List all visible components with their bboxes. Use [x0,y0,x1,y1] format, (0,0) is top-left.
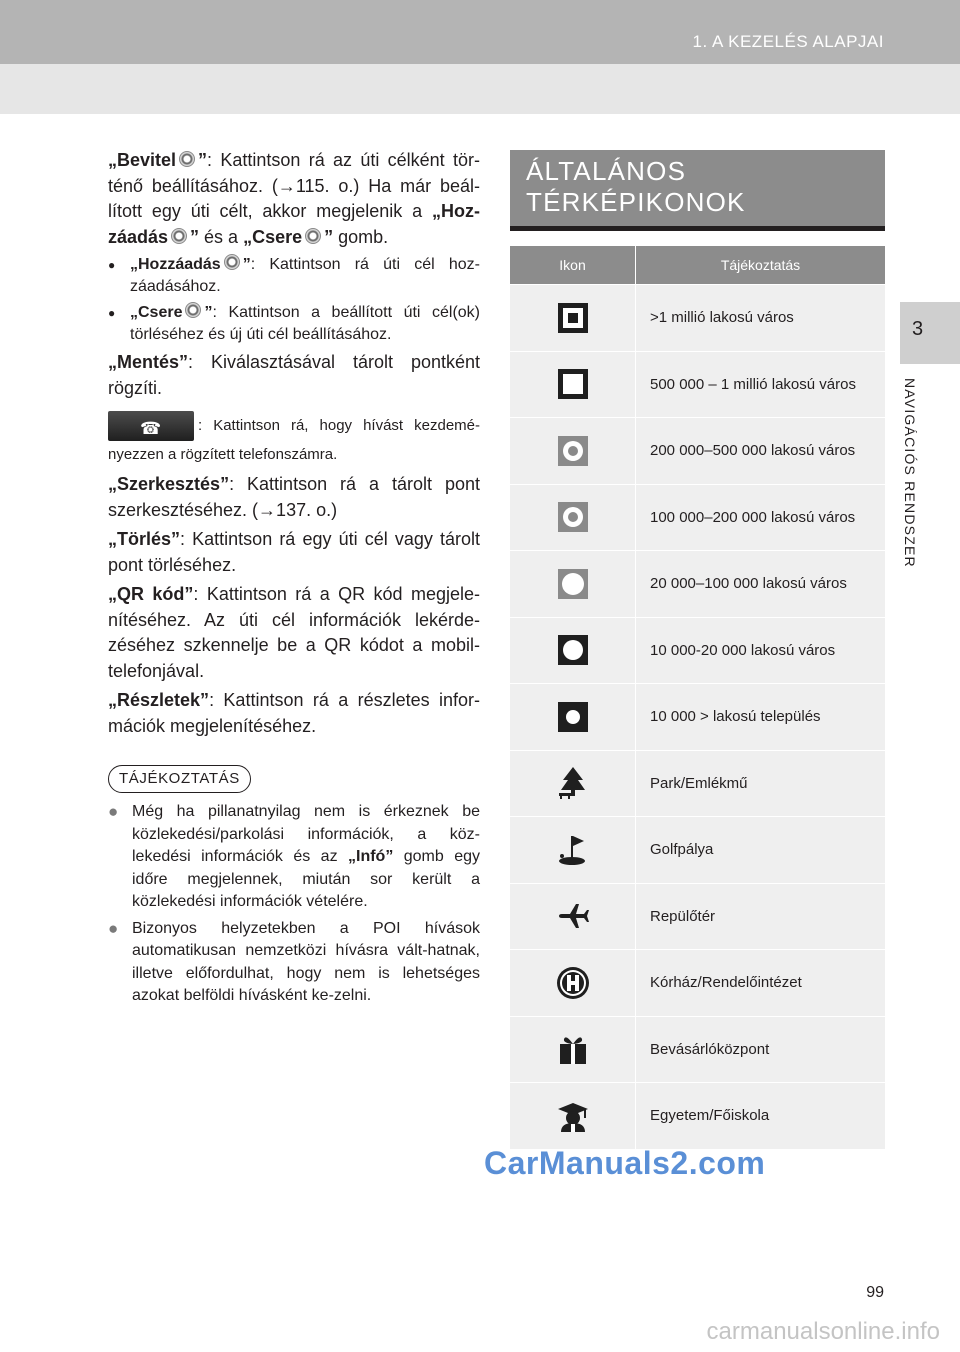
info-text: Még ha pillanatnyilag nem is érkeznek be közlekedési/parkolási információk, a köz-lekedési információk és az [132,803,480,865]
term-qr: „QR kód” [108,584,194,604]
info-text: Bizonyos helyzetekben a POI hívások automatikusan nemzetközi hívásra vált-hatnak, illetve előfordulhat, hogy nem is lehetséges azokat belföldi hívásként ke-zelni. [132,919,480,1004]
quote-close: ” [204,304,213,321]
table-row [510,484,885,551]
section-title: 1. A KEZELÉS ALAPJAI [692,32,884,51]
info-bullet-icon: ● [108,802,119,821]
row-text: >1 millió lakosú város [650,309,794,327]
conjunction-text: és a [199,226,244,247]
szerkesztes-text: : Kattintson rá a tárolt pont szerkesztéséhez. (→137. o.) [108,474,480,520]
panel-title [510,150,885,226]
row-text: Golfpálya [650,841,714,859]
torles-text: : Kattintson rá egy úti cél vagy tárolt pont törléséhez. [108,529,480,575]
table-row [510,683,885,750]
hozzaadas-button-icon [171,228,187,244]
phone-icon: ☎ [140,419,162,438]
column-header-info: Tájékoztatás [720,257,801,273]
bullet-text: : Kattintson rá úti cél hoz-záadásához. [130,256,480,295]
paragraph-torles [108,527,480,578]
info-title: TÁJÉKOZTATÁS [108,765,251,793]
chapter-number: 3 [912,318,924,340]
map-icons-table [510,246,885,1149]
panel-rule [510,226,885,231]
info-item-1 [108,801,480,914]
quote-close: ” [324,226,334,247]
bevitel-text: : Kattintson rá az úti célként tör-ténő beállításához. (→115. o.) Ha már beál-lított egy úti célt, akkor megjelenik a [108,150,480,221]
city-over-1m-icon [556,301,590,335]
phone-button-icon [108,411,194,441]
page-number: 99 [866,1284,884,1301]
phone-text: : Kattintson rá, hogy hívást kezdemé-nyezzen a rögzített telefonszámra. [108,416,480,463]
chapter-label [888,378,948,608]
map-icons-panel [510,150,885,1149]
university-icon [556,1099,590,1133]
bullet-text: : Kattintson a beállított úti cél(ok) törléséhez és új úti cél beállításához. [130,304,480,343]
bullet-csere [108,302,480,346]
table-header [510,246,885,284]
city-200k-500k-icon [556,434,590,468]
quote-close: ” [242,256,251,273]
term-hozzaadas: „Hozzáadás [130,256,221,273]
table-row [510,1016,885,1083]
city-500k-1m-icon [556,367,590,401]
left-column [108,148,480,1012]
panel-title-line1: ÁLTALÁNOS [526,156,687,186]
term-mentes: „Mentés” [108,352,189,372]
paragraph-reszletek [108,688,480,739]
csere-button-icon [305,228,321,244]
row-text: 10 000 > lakosú település [650,708,821,726]
term-info: „Infó” [348,848,394,865]
row-text: Egyetem/Főiskola [650,1107,770,1125]
column-header-icon: Ikon [510,246,636,284]
quote-close: ” [198,150,208,170]
row-text: Bevásárlóközpont [650,1040,770,1058]
bullet-dot-icon: ● [108,258,116,272]
footer-watermark: carmanualsonline.info [706,1318,940,1345]
reszletek-text: : Kattintson rá a részletes infor-mációk megjelenítéséhez. [108,690,480,736]
table-row [510,949,885,1016]
table-row [510,617,885,684]
gomb-text: gomb. [333,226,389,247]
qr-text: : Kattintson rá a QR kód megjele-nítéséhez. Az úti cél információk lekérde-zéséhez szkennelje be a QR kódot a mobil-telefonjával. [108,584,480,681]
golf-icon [556,833,590,867]
watermark: CarManuals2.com [484,1145,766,1181]
airport-icon [556,899,590,933]
bullet-hozzaadas [108,254,480,298]
row-text: Repülőtér [650,907,716,925]
settlement-under-10k-icon [556,700,590,734]
paragraph-phone [108,411,480,468]
info-text: gomb egy időre megjelennek, miután sor került a közlekedési információk vételére. [132,848,480,910]
term-csere: „Csere [243,226,303,247]
row-text: 100 000–200 000 lakosú város [650,508,856,526]
term-reszletek: „Részletek” [108,690,210,710]
hospital-icon [556,966,590,1000]
csere-button-icon [185,302,201,318]
bevitel-button-icon [179,151,195,167]
row-text: 20 000–100 000 lakosú város [650,575,847,593]
table-row [510,883,885,950]
city-10k-20k-icon [556,633,590,667]
term-szerkesztes: „Szerkesztés” [108,474,230,494]
quote-close: ” [190,226,200,247]
table-row [510,550,885,617]
term-hozzaadas: „Hoz-záadás [108,201,480,247]
table-row [510,1082,885,1149]
bullet-dot-icon: ● [108,306,116,320]
paragraph-mentes [108,350,480,401]
term-bevitel: „Bevitel [108,150,177,170]
row-text: 10 000-20 000 lakosú város [650,641,836,659]
term-csere: „Csere [130,304,183,321]
mentes-text: : Kiválasztásával tárolt pontként rögzíti. [108,352,480,398]
table-row [510,351,885,418]
chapter-tab [900,302,960,364]
panel-title-line2: TÉRKÉPIKONOK [526,187,746,217]
shopping-center-icon [556,1032,590,1066]
term-torles: „Törlés” [108,529,181,549]
table-row [510,417,885,484]
city-20k-100k-icon [556,567,590,601]
park-icon [556,766,590,800]
hozzaadas-button-icon [224,254,240,270]
header-subband [0,64,960,114]
row-text: 500 000 – 1 millió lakosú város [650,375,856,393]
row-text: Park/Emlékmű [650,774,748,792]
city-100k-200k-icon [556,500,590,534]
paragraph-bevitel [108,148,480,250]
table-row [510,284,885,351]
row-text: Kórház/Rendelőintézet [650,974,802,992]
chapter-label-text: NAVIGÁCIÓS RENDSZER [902,378,918,568]
row-text: 200 000–500 000 lakosú város [650,442,856,460]
table-row [510,750,885,817]
info-item-2 [108,918,480,1008]
paragraph-qr [108,582,480,684]
info-bullet-icon: ● [108,918,119,938]
paragraph-szerkesztes [108,472,480,523]
table-row [510,816,885,883]
